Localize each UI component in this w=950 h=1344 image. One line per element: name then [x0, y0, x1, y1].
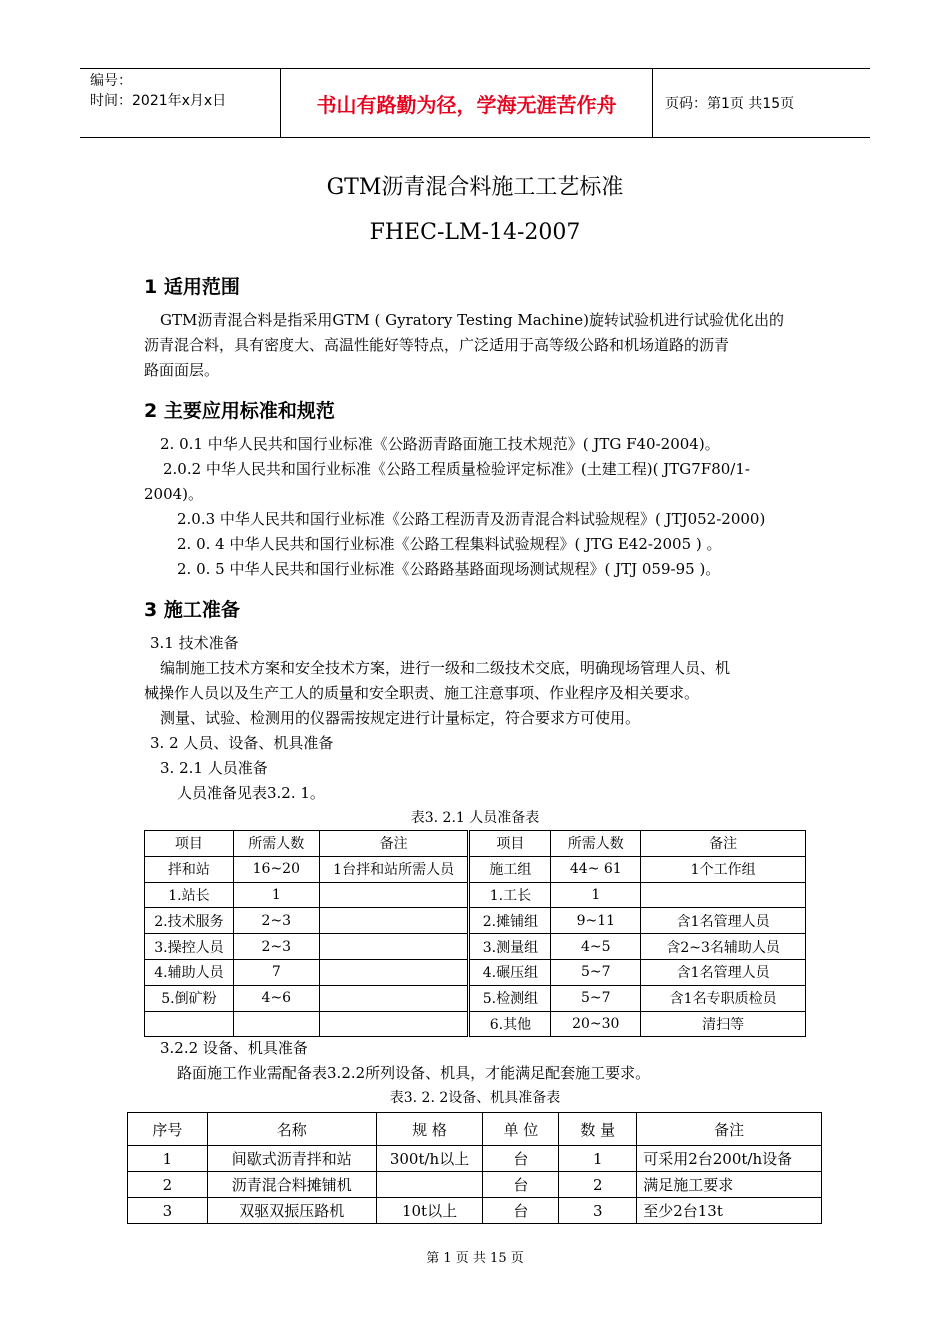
- table-cell: [319, 908, 469, 934]
- header-cell: 项目: [145, 831, 234, 857]
- table-cell: 间歇式沥青拌和站: [207, 1146, 376, 1172]
- table-cell: [319, 934, 469, 960]
- table-cell: 可采用2台200t/h设备: [637, 1146, 822, 1172]
- table-cell: 3.测量组: [469, 934, 551, 960]
- table-cell: 至少2台13t: [637, 1198, 822, 1224]
- header-motto: 书山有路勤为径，学海无涯苦作舟: [281, 69, 653, 137]
- table-cell: 9~11: [551, 908, 641, 934]
- section-3-line: 3.1 技术准备: [150, 634, 239, 652]
- table-cell: 3.操控人员: [145, 934, 234, 960]
- section-3-heading: 3 施工准备: [144, 599, 240, 621]
- header-cell: 备注: [641, 831, 806, 857]
- table-cell: 4~6: [233, 985, 319, 1011]
- section-3-line: 械操作人员以及生产工人的质量和安全职责、施工注意事项、作业程序及相关要求。: [144, 684, 700, 702]
- header-cell: 名称: [207, 1113, 376, 1146]
- table-cell: 施工组: [469, 856, 551, 882]
- header-cell: 序号: [128, 1113, 208, 1146]
- sub-line: 路面施工作业需配备表3.2.2所列设备、机具，才能满足配套施工要求。: [177, 1064, 651, 1082]
- section-1-heading: 1 适用范围: [144, 276, 240, 298]
- table-cell: 满足施工要求: [637, 1172, 822, 1198]
- section-2-heading: 2 主要应用标准和规范: [144, 400, 335, 422]
- table-cell: 4~5: [551, 934, 641, 960]
- section-3-line: 编制施工技术方案和安全技术方案，进行一级和二级技术交底，明确现场管理人员、机: [160, 659, 731, 677]
- table-row: [128, 1198, 822, 1224]
- table-cell: 1: [233, 882, 319, 908]
- document-title: GTM沥青混合料施工工艺标准: [326, 175, 624, 200]
- section-2-line: 2. 0. 5 中华人民共和国行业标准《公路路基路面现场测试规程》( JTJ 059-95 )。: [177, 560, 721, 578]
- table-row: [145, 908, 806, 934]
- table-cell: 含1名管理人员: [641, 959, 806, 985]
- table-cell: 5.检测组: [469, 985, 551, 1011]
- section-3-line: 3. 2.1 人员准备: [160, 759, 268, 777]
- table-cell: 5~7: [551, 985, 641, 1011]
- table-cell: 3: [559, 1198, 637, 1224]
- section-2-line: 2. 0. 4 中华人民共和国行业标准《公路工程集料试验规程》( JTG E42-2005 ) 。: [177, 535, 722, 553]
- table-cell: 拌和站: [145, 856, 234, 882]
- section-1-line: GTM沥青混合料是指采用GTM ( Gyratory Testing Machine)旋转试验机进行试验优化出的: [160, 311, 784, 329]
- header-cell: 备注: [637, 1113, 822, 1146]
- table-row: [145, 985, 806, 1011]
- table-row: [145, 882, 806, 908]
- table-cell: 7: [233, 959, 319, 985]
- section-2-line: 2004)。: [144, 485, 204, 503]
- personnel-table: [144, 830, 806, 1037]
- table-cell: 1台拌和站所需人员: [319, 856, 469, 882]
- table-cell: [319, 985, 469, 1011]
- table-cell: 沥青混合料摊铺机: [207, 1172, 376, 1198]
- table-cell: 44~ 61: [551, 856, 641, 882]
- table-cell: 2.技术服务: [145, 908, 234, 934]
- table-cell: 5~7: [551, 959, 641, 985]
- table-cell: 300t/h以上: [376, 1146, 483, 1172]
- table-row: [145, 1011, 806, 1037]
- table-header-row: [128, 1113, 822, 1146]
- table-row: [128, 1172, 822, 1198]
- table-cell: 4.辅助人员: [145, 959, 234, 985]
- table-cell: [641, 882, 806, 908]
- table-cell: 4.碾压组: [469, 959, 551, 985]
- table-cell: 清扫等: [641, 1011, 806, 1037]
- table-1-caption: 表3. 2.1 人员准备表: [410, 810, 540, 826]
- document-code: FHEC-LM-14-2007: [369, 220, 581, 245]
- table-cell: 含1名管理人员: [641, 908, 806, 934]
- table-cell: 1.站长: [145, 882, 234, 908]
- table-cell: 台: [483, 1146, 559, 1172]
- header-cell: 规 格: [376, 1113, 483, 1146]
- table-cell: 10t以上: [376, 1198, 483, 1224]
- page-footer: 第 1 页 共 15 页: [426, 1251, 524, 1266]
- equipment-table: [127, 1112, 822, 1224]
- table-cell: 2~3: [233, 934, 319, 960]
- table-row: [128, 1146, 822, 1172]
- table-cell: [145, 1011, 234, 1037]
- page-header: [80, 68, 870, 138]
- table-cell: 16~20: [233, 856, 319, 882]
- header-cell: 所需人数: [233, 831, 319, 857]
- header-cell: 项目: [469, 831, 551, 857]
- table-cell: 1.工长: [469, 882, 551, 908]
- header-cell: 备注: [319, 831, 469, 857]
- table-row: [145, 856, 806, 882]
- table-cell: 5.倒矿粉: [145, 985, 234, 1011]
- section-2-line: 2. 0.1 中华人民共和国行业标准《公路沥青路面施工技术规范》( JTG F40-2004)。: [160, 435, 720, 453]
- table-cell: 2.摊铺组: [469, 908, 551, 934]
- table-cell: [233, 1011, 319, 1037]
- table-cell: 6.其他: [469, 1011, 551, 1037]
- section-2-line: 2.0.2 中华人民共和国行业标准《公路工程质量检验评定标准》(土建工程)( JTG7F80/1-: [163, 460, 750, 478]
- section-2-line: 2.0.3 中华人民共和国行业标准《公路工程沥青及沥青混合料试验规程》( JTJ052-2000): [177, 510, 766, 528]
- table-cell: 2~3: [233, 908, 319, 934]
- table-cell: [376, 1172, 483, 1198]
- table-2-caption: 表3. 2. 2设备、机具准备表: [389, 1090, 561, 1106]
- section-1-line: 沥青混合料，具有密度大、高温性能好等特点，广泛适用于高等级公路和机场道路的沥青: [144, 336, 730, 354]
- table-cell: 2: [559, 1172, 637, 1198]
- table-cell: 1: [559, 1146, 637, 1172]
- table-row: [145, 934, 806, 960]
- header-cell: 单 位: [483, 1113, 559, 1146]
- time-label: 时间：2021年x月x日: [90, 93, 227, 109]
- table-row: [145, 959, 806, 985]
- table-cell: [319, 1011, 469, 1037]
- table-cell: 台: [483, 1172, 559, 1198]
- header-cell: 数 量: [559, 1113, 637, 1146]
- table-cell: 1个工作组: [641, 856, 806, 882]
- number-label: 编号：: [90, 73, 132, 89]
- table-cell: 含2~3名辅助人员: [641, 934, 806, 960]
- table-cell: 3: [128, 1198, 208, 1224]
- table-header-row: [145, 831, 806, 857]
- table-cell: 含1名专职质检员: [641, 985, 806, 1011]
- header-cell: 所需人数: [551, 831, 641, 857]
- section-1-line: 路面面层。: [144, 361, 220, 379]
- table-cell: 台: [483, 1198, 559, 1224]
- table-cell: 1: [551, 882, 641, 908]
- table-cell: [319, 959, 469, 985]
- header-meta: [80, 69, 281, 137]
- header-page-number: 页码：第1页 共15页: [665, 96, 795, 112]
- section-3-line: 3. 2 人员、设备、机具准备: [150, 734, 334, 752]
- table-cell: 2: [128, 1172, 208, 1198]
- table-cell: 20~30: [551, 1011, 641, 1037]
- table-cell: 1: [128, 1146, 208, 1172]
- section-3-line: 测量、试验、检测用的仪器需按规定进行计量标定，符合要求方可使用。: [160, 709, 641, 727]
- sub-heading: 3.2.2 设备、机具准备: [160, 1039, 308, 1057]
- table-cell: 双驱双振压路机: [207, 1198, 376, 1224]
- section-3-line: 人员准备见表3.2. 1。: [177, 784, 325, 802]
- table-cell: [319, 882, 469, 908]
